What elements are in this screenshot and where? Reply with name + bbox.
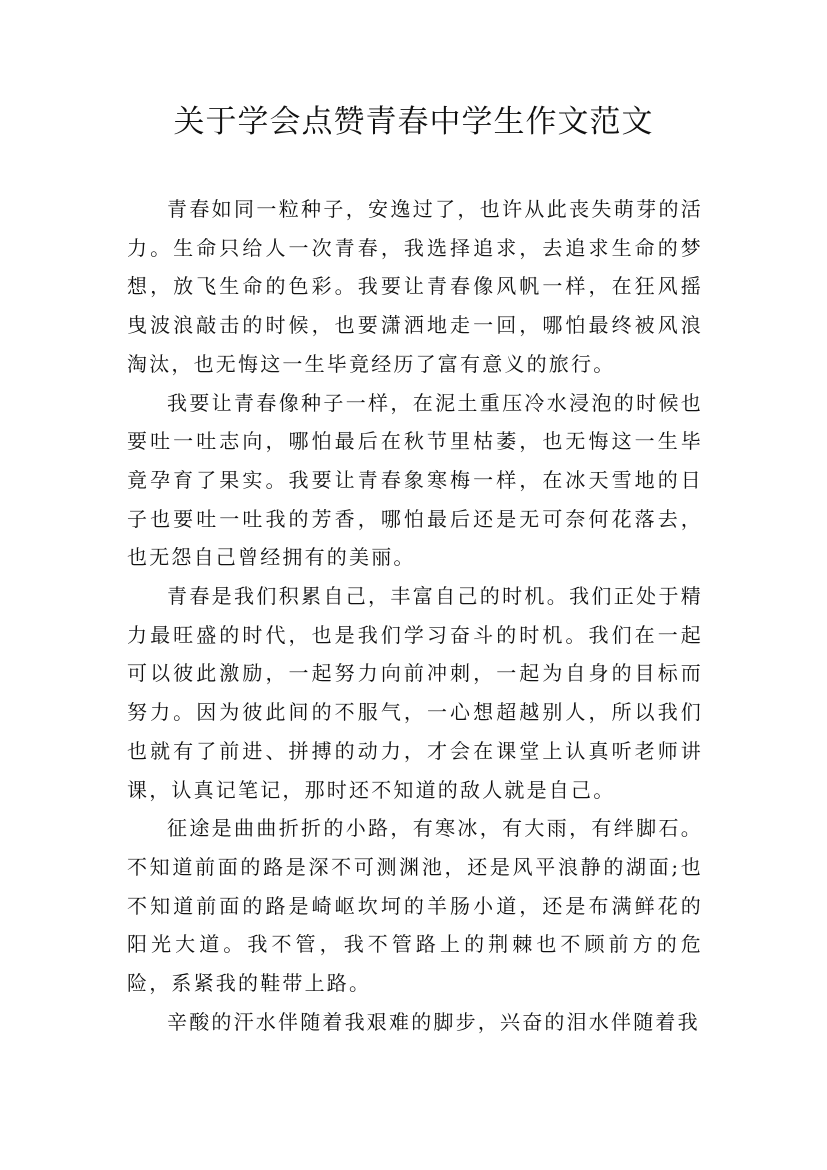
page-title: 关于学会点赞青春中学生作文范文 (173, 104, 654, 140)
article-body (127, 190, 703, 1041)
paragraph: 我要让青春像种子一样，在泥土重压冷水浸泡的时候也要吐一吐志向，哪怕最后在秋节里枯萎，也无悔这一生毕竟孕育了果实。我要让青春象寒梅一样，在冰天雪地的日子也要吐一吐我的芳香，哪怕最后还是无可奈何花落去，也无怨自己曾经拥有的美丽。 (127, 390, 703, 570)
paragraph: 青春如同一粒种子，安逸过了，也许从此丧失萌芽的活力。生命只给人一次青春，我选择追求，去追求生命的梦想，放飞生命的色彩。我要让青春像风帆一样，在狂风摇曳波浪敲击的时候，也要潇洒地走一回，哪怕最终被风浪淘汰，也无悔这一生毕竟经历了富有意义的旅行。 (127, 197, 703, 376)
paragraph: 青春是我们积累自己，丰富自己的时机。我们正处于精力最旺盛的时代，也是我们学习奋斗的时机。我们在一起可以彼此激励，一起努力向前冲刺，一起为自身的目标而努力。因为彼此间的不服气，一心想超越别人，所以我们也就有了前进、拼搏的动力，才会在课堂上认真听老师讲课，认真记笔记，那时还不知道的敌人就是自己。 (127, 584, 703, 802)
paragraph: 辛酸的汗水伴随着我艰难的脚步，兴奋的泪水伴随着我 (167, 1009, 700, 1034)
paragraph: 征途是曲曲折折的小路，有寒冰，有大雨，有绊脚石。不知道前面的路是深不可测渊池，还是风平浪静的湖面;也不知道前面的路是崎岖坎坷的羊肠小道，还是布满鲜花的阳光大道。我不管，我不管路上的荆棘也不顾前方的危险，系紧我的鞋带上路。 (127, 816, 703, 996)
